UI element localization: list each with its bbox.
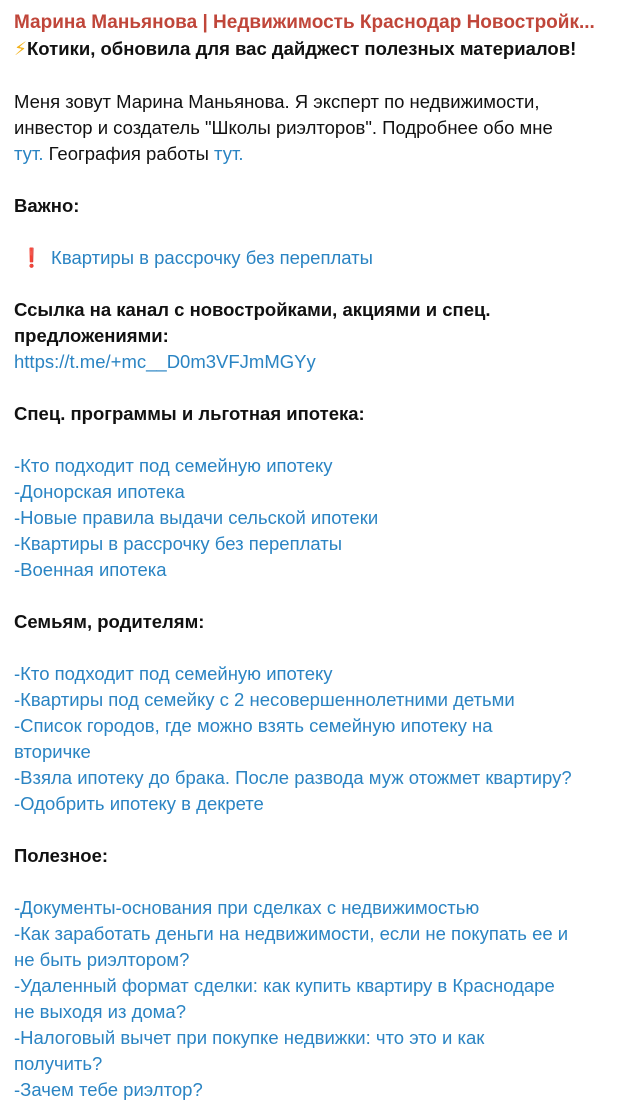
useful-link[interactable]: -Налоговый вычет при покупке недвижки: что это и как	[14, 1027, 485, 1048]
useful-link-continued[interactable]: не быть риэлтором?	[14, 949, 190, 970]
about-line-1: Меня зовут Марина Маньянова. Я эксперт по недвижимости,	[14, 91, 540, 112]
channel-link-heading-2: предложениями:	[14, 325, 169, 346]
geography-text: География работы	[48, 143, 209, 164]
exclamation-icon: ❗	[20, 247, 44, 268]
useful-link-continued[interactable]: получить?	[14, 1053, 103, 1074]
about-line-2: инвестор и создатель "Школы риэлторов". Подробнее обо мне	[14, 117, 553, 138]
important-heading: Важно:	[14, 195, 80, 216]
programs-link[interactable]: -Новые правила выдачи сельской ипотеки	[14, 507, 379, 528]
families-link-continued[interactable]: вторичке	[14, 741, 91, 762]
programs-heading: Спец. программы и льготная ипотека:	[14, 403, 365, 424]
programs-link[interactable]: -Военная ипотека	[14, 559, 167, 580]
digest-headline	[14, 36, 629, 62]
families-link[interactable]: -Список городов, где можно взять семейную ипотеку на	[14, 715, 493, 736]
useful-link[interactable]: -Документы-основания при сделках с недвижимостью	[14, 897, 480, 918]
families-link[interactable]: -Взяла ипотеку до брака. После развода муж отожмет квартиру?	[14, 767, 572, 788]
important-item	[14, 245, 629, 271]
channel-link-heading-1: Ссылка на канал с новостройками, акциями и спец.	[14, 299, 491, 320]
lightning-icon: ⚡	[14, 38, 27, 59]
about-link[interactable]: тут.	[14, 143, 44, 164]
useful-link-continued[interactable]: не выходя из дома?	[14, 1001, 186, 1022]
programs-link[interactable]: -Донорская ипотека	[14, 481, 185, 502]
families-link[interactable]: -Кто подходит под семейную ипотеку	[14, 663, 333, 684]
useful-heading: Полезное:	[14, 845, 109, 866]
families-heading: Семьям, родителям:	[14, 611, 205, 632]
geography-link[interactable]: тут.	[214, 143, 244, 164]
important-link[interactable]: Квартиры в рассрочку без переплаты	[51, 247, 373, 268]
families-link[interactable]: -Квартиры под семейку с 2 несовершеннолетними детьми	[14, 689, 515, 710]
programs-link[interactable]: -Квартиры в рассрочку без переплаты	[14, 533, 343, 554]
channel-title[interactable]: Марина Маньянова | Недвижимость Краснодар Новостройк...	[14, 12, 595, 33]
useful-link[interactable]: -Удаленный формат сделки: как купить квартиру в Краснодаре	[14, 975, 555, 996]
useful-link[interactable]: -Зачем тебе риэлтор?	[14, 1079, 203, 1100]
families-link[interactable]: -Одобрить ипотеку в декрете	[14, 793, 264, 814]
headline-text: Котики, обновила для вас дайджест полезных материалов!	[27, 38, 577, 59]
channel-url-link[interactable]: https://t.me/+mc__D0m3VFJmMGYy	[14, 351, 316, 372]
useful-link[interactable]: -Как заработать деньги на недвижимости, если не покупать ее и	[14, 923, 569, 944]
about-line-3	[14, 141, 629, 167]
programs-link[interactable]: -Кто подходит под семейную ипотеку	[14, 455, 333, 476]
